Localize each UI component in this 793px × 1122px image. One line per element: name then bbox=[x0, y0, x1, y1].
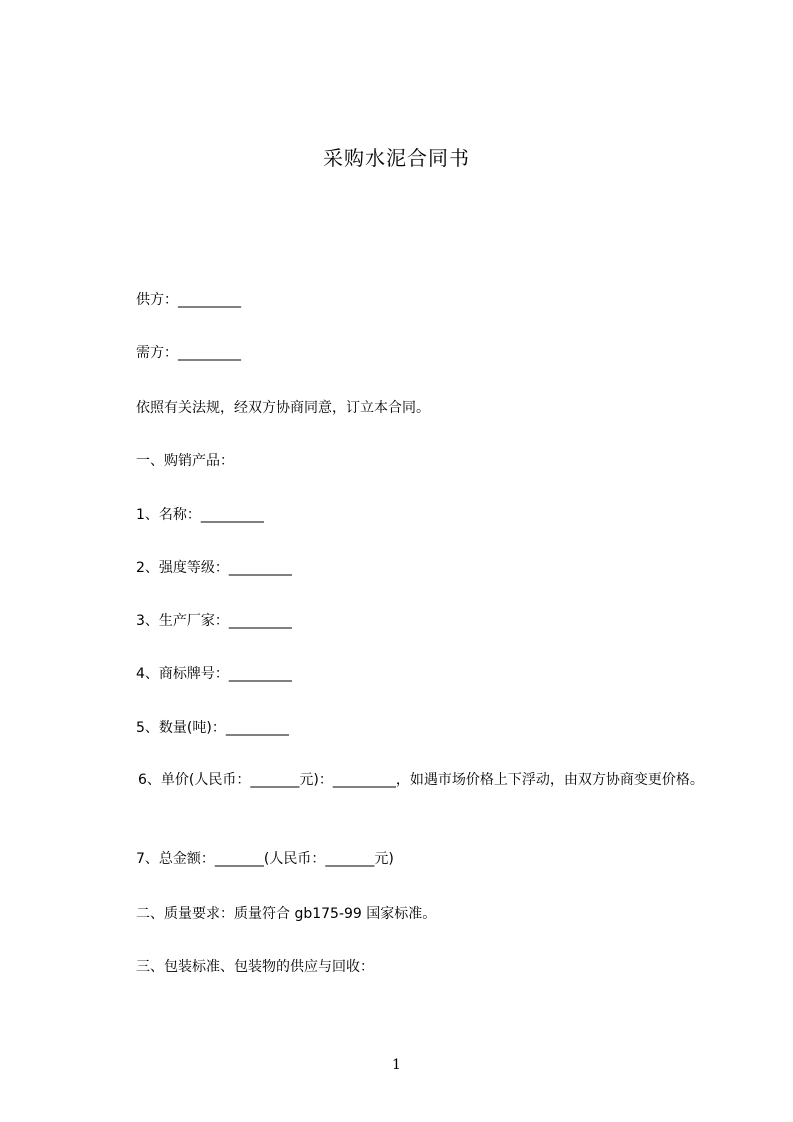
item-5-quantity: 5、数量(吨)：_________ bbox=[136, 720, 289, 736]
buyer-line: 需方：_________ bbox=[136, 345, 241, 361]
document-title: 采购水泥合同书 bbox=[323, 146, 470, 170]
item-1-name: 1、名称：_________ bbox=[136, 507, 264, 523]
section-2-quality: 二、质量要求：质量符合 gb175-99 国家标准。 bbox=[136, 906, 437, 922]
section-3-packaging: 三、包装标准、包装物的供应与回收： bbox=[136, 959, 374, 975]
supplier-line: 供方：_________ bbox=[136, 292, 241, 308]
section-1-heading: 一、购销产品： bbox=[136, 453, 234, 469]
item-3-manufacturer: 3、生产厂家：_________ bbox=[136, 613, 292, 629]
intro-paragraph: 依照有关法规，经双方协商同意，订立本合同。 bbox=[136, 400, 430, 416]
item-7-total-amount: 7、总金额：_______(人民币：_______元) bbox=[136, 851, 394, 867]
page-number: 1 bbox=[392, 1057, 401, 1073]
item-4-brand: 4、商标牌号：_________ bbox=[136, 666, 292, 682]
item-6-unit-price: 6、单价(人民币：_______元)：_________，如遇市场价格上下浮动，由双方协商变更价格。 bbox=[138, 772, 704, 788]
item-2-strength-grade: 2、强度等级：_________ bbox=[136, 560, 292, 576]
